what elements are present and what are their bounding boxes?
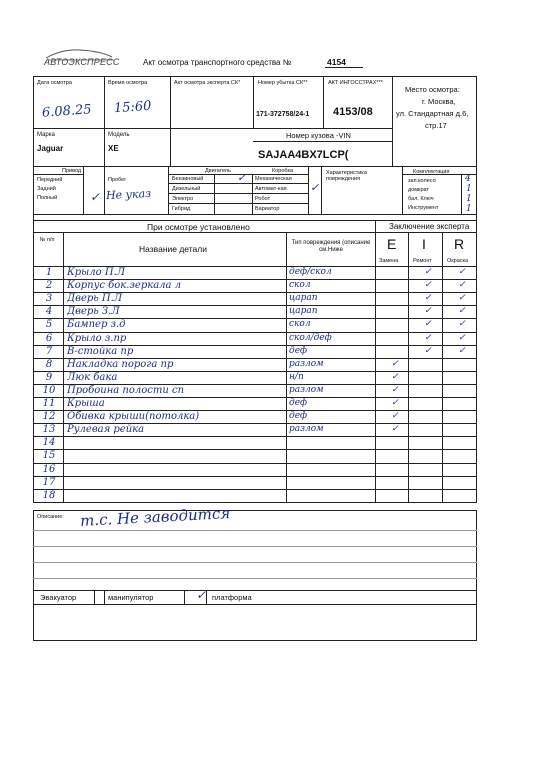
replace-mark — [383, 476, 407, 489]
replace-mark: ✓ — [391, 411, 399, 422]
part-name: В-стойка пр — [67, 345, 134, 357]
table-row — [33, 371, 477, 384]
part-name — [67, 449, 285, 462]
place-label: Место осмотра: — [405, 85, 460, 94]
repair-mark — [416, 358, 440, 371]
row-number: 4 — [45, 306, 53, 318]
letter-r: R — [454, 236, 465, 252]
mileage-value: Не указ — [105, 186, 152, 203]
drive-item-full: Полный — [37, 195, 58, 201]
table-row — [33, 410, 477, 423]
table-row — [33, 384, 477, 397]
paint-mark — [450, 371, 474, 384]
paint-mark: ✓ — [458, 267, 466, 277]
part-name — [67, 489, 285, 502]
repair-mark: ✓ — [424, 267, 432, 277]
part-name: Крыша — [67, 398, 105, 409]
part-name — [67, 463, 285, 476]
repair-mark — [416, 476, 440, 489]
place-line3: стр.17 — [425, 121, 447, 130]
replace-mark — [383, 318, 407, 331]
paint-mark — [450, 410, 474, 423]
repair-mark — [416, 384, 440, 397]
replace-mark — [383, 449, 407, 462]
row-number: 10 — [42, 384, 56, 396]
repair-mark — [416, 489, 440, 502]
kit-value-tools: 1 — [466, 204, 472, 214]
row-number: 14 — [42, 437, 56, 449]
letter-i: I — [422, 236, 426, 252]
damage-table — [33, 220, 477, 510]
repair-mark: ✓ — [424, 280, 432, 291]
kit-value-jack: 1 — [466, 184, 472, 194]
table-row — [33, 436, 477, 449]
part-name: Крыло П.Л — [67, 267, 126, 278]
damage-type — [289, 476, 375, 489]
conclusion-title: Заключение эксперта — [389, 222, 470, 231]
table-row — [33, 305, 477, 318]
brand-label: Марка — [37, 132, 55, 138]
paint-mark: ✓ — [458, 345, 466, 356]
row-number: 18 — [42, 489, 56, 501]
num-header: № п/п — [39, 237, 55, 243]
damage-type — [289, 463, 375, 476]
date-label: Дата осмотра — [37, 80, 72, 86]
replace-mark — [383, 279, 407, 292]
replace-mark: ✓ — [391, 371, 399, 382]
gearbox-item-cvt: Вариатор — [255, 206, 280, 212]
table-row — [33, 489, 477, 502]
name-header: Название детали — [139, 244, 207, 254]
repair-mark — [416, 423, 440, 436]
part-name: Пробоина полости сп — [67, 384, 185, 396]
row-number: 15 — [42, 450, 56, 462]
damage-type: разлом — [289, 358, 324, 369]
repair-mark — [416, 397, 440, 410]
part-name: Дверь З.Л — [67, 306, 120, 318]
paint-mark — [450, 449, 474, 462]
table-row — [33, 292, 477, 305]
engine-item-electric: Электро — [172, 196, 194, 202]
repair-mark: ✓ — [424, 319, 432, 330]
replace-mark — [383, 292, 407, 305]
replace-mark: ✓ — [391, 398, 399, 408]
row-number: 17 — [42, 476, 56, 488]
description-value: т.с. Не заводится — [79, 504, 231, 530]
damage-type: деф/скол — [289, 267, 332, 277]
gearbox-item-manual: Механическая — [255, 176, 292, 182]
model-label: Модель — [108, 132, 130, 138]
table-row — [33, 266, 477, 279]
date-value: 6.08.25 — [41, 102, 93, 121]
table-row — [33, 345, 477, 358]
kit-title: Комплектация — [413, 169, 450, 175]
loss-number-label: Номер убытка СК** — [258, 80, 308, 86]
engine-petrol-check: ✓ — [237, 171, 247, 184]
paint-mark — [450, 397, 474, 410]
table-row — [33, 358, 477, 371]
table-row — [33, 397, 477, 410]
engine-item-diesel: Дизельный — [172, 186, 201, 192]
model-value: XE — [108, 144, 119, 153]
kit-item-wrench: бал. Ключ — [408, 196, 434, 202]
table-row — [33, 476, 477, 489]
repair-mark: ✓ — [424, 293, 432, 304]
sub-header-repair: Ремонт — [413, 258, 432, 264]
type-header: Тип повреждения (описание см.Ниже — [291, 240, 371, 253]
drive-title: Привод — [62, 168, 82, 174]
repair-mark — [416, 436, 440, 449]
brand-value: Jaguar — [37, 144, 64, 153]
row-number: 16 — [42, 463, 56, 475]
info-box-top — [33, 76, 477, 77]
table-row — [33, 279, 477, 292]
paint-mark: ✓ — [458, 293, 466, 304]
row-number: 13 — [42, 424, 56, 436]
gearbox-item-robot: Робот — [255, 196, 271, 202]
repair-mark — [416, 410, 440, 423]
damage-type: разлом — [289, 384, 324, 395]
damage-type: царап — [289, 293, 318, 304]
row-number: 12 — [42, 411, 56, 423]
part-name: Бампер з.д — [67, 319, 126, 331]
paint-mark — [450, 436, 474, 449]
row-number: 3 — [45, 293, 53, 305]
platform-check: ✓ — [196, 588, 207, 602]
vin-value: SAJAA4BX7LCP( — [258, 149, 349, 161]
paint-mark: ✓ — [458, 319, 466, 330]
damage-type — [289, 449, 375, 462]
replace-mark — [383, 266, 407, 279]
damage-type — [289, 489, 375, 502]
part-name: Рулевая рейка — [67, 424, 145, 436]
damage-type: деф — [289, 411, 308, 422]
expert-act-label: Акт осмотра эксперта СК* — [174, 80, 241, 86]
found-title: При осмотре установлено — [147, 222, 250, 232]
part-name: Обивка крыши(потолка) — [67, 411, 200, 423]
drive-item-front: Передний — [37, 177, 63, 183]
row-number: 11 — [42, 398, 56, 409]
paint-mark: ✓ — [458, 332, 466, 343]
gearbox-title: Коробка — [272, 168, 294, 174]
description-label: Описание: — [37, 514, 64, 520]
gearbox-auto-check: ✓ — [310, 181, 320, 194]
repair-mark: ✓ — [424, 306, 432, 317]
evacuator-label: Эвакуатор — [40, 593, 77, 602]
repair-mark — [416, 463, 440, 476]
damage-type: разлом — [289, 424, 324, 435]
table-row — [33, 449, 477, 462]
kit-value-spare-wheel: 4 — [465, 174, 471, 184]
repair-mark — [416, 449, 440, 462]
paint-mark: ✓ — [458, 280, 466, 291]
damage-type: скол — [289, 319, 311, 330]
repair-mark: ✓ — [424, 345, 432, 356]
replace-mark — [383, 345, 407, 358]
part-name — [67, 476, 285, 489]
row-number: 5 — [45, 319, 53, 331]
place-line2: ул. Стандартная д.6, — [396, 109, 469, 118]
damage-type: царап — [289, 306, 318, 317]
part-name: Корпус бок.зеркала л — [67, 280, 182, 292]
damage-type: н/п — [289, 371, 304, 382]
table-row — [33, 463, 477, 476]
mileage-label: Пробег — [108, 177, 127, 183]
kit-item-spare-wheel: зап.колесо — [408, 178, 436, 184]
kit-item-jack: домкрат — [408, 187, 429, 193]
replace-mark — [383, 489, 407, 502]
damage-type: скол — [289, 280, 311, 291]
loss-number-value: 171-372758/24-1 — [256, 111, 310, 118]
drive-full-check: ✓ — [90, 190, 101, 204]
time-label: Время осмотра — [108, 80, 148, 86]
manipulator-label: манипулятор — [108, 593, 154, 602]
time-value: 15:60 — [113, 98, 152, 117]
sub-header-paint: Окраска — [447, 258, 469, 264]
part-name — [67, 436, 285, 449]
replace-mark — [383, 332, 407, 345]
paint-mark — [450, 476, 474, 489]
kit-value-wrench: 1 — [466, 194, 472, 204]
replace-mark — [383, 436, 407, 449]
company-logo — [40, 46, 120, 70]
paint-mark — [450, 423, 474, 436]
part-name: Люк бака — [67, 371, 118, 383]
paint-mark — [450, 463, 474, 476]
kit-item-tools: Инструмент — [408, 205, 439, 211]
row-number: 9 — [45, 371, 53, 383]
damage-type: деф — [289, 398, 308, 408]
row-number: 2 — [45, 280, 53, 292]
damage-type: деф — [289, 345, 308, 356]
ingos-act-value: 4153/08 — [333, 106, 373, 118]
sub-header-replace: Замена — [379, 258, 399, 264]
part-name: Накладка порога пр — [67, 358, 174, 370]
replace-mark — [383, 305, 407, 318]
row-number: 6 — [45, 332, 53, 344]
paint-mark — [450, 489, 474, 502]
letter-e: E — [387, 236, 397, 252]
row-number: 8 — [45, 358, 53, 370]
act-number: 4154 — [327, 57, 346, 67]
table-row — [33, 423, 477, 436]
platform-label: платформа — [212, 593, 252, 602]
repair-mark: ✓ — [424, 332, 432, 343]
gearbox-item-auto: Автомат-кая — [255, 186, 287, 192]
row-number: 1 — [45, 267, 53, 278]
replace-mark — [383, 463, 407, 476]
part-name: Дверь П.Л — [67, 293, 123, 305]
drive-item-rear: Задний — [37, 186, 56, 192]
repair-mark — [416, 371, 440, 384]
engine-title: Двигатель — [205, 168, 231, 174]
damage-type: скол/деф — [289, 332, 332, 343]
engine-item-petrol: Бензиновый — [172, 176, 204, 182]
vin-label: Номер кузова -VIN — [286, 131, 351, 140]
paint-mark — [450, 358, 474, 371]
place-line1: г. Москва, — [422, 97, 456, 106]
replace-mark: ✓ — [391, 358, 399, 369]
ingos-act-label: АКТ ИНГОССТРАХ*** — [328, 80, 383, 86]
table-row — [33, 318, 477, 331]
part-name: Крыло з.пр — [67, 332, 127, 344]
logo-text: АВТОЭКСПРЕСС — [44, 57, 120, 67]
row-number: 7 — [45, 345, 53, 357]
damage-type — [289, 436, 375, 449]
replace-mark: ✓ — [391, 424, 399, 435]
damage-characteristic-label: Характеристика повреждения — [326, 170, 367, 182]
engine-item-hybrid: Гибрид — [172, 206, 191, 212]
paint-mark — [450, 384, 474, 397]
paint-mark: ✓ — [458, 306, 466, 317]
act-title: Акт осмотра транспортного средства № — [143, 58, 292, 67]
replace-mark: ✓ — [391, 384, 399, 395]
table-row — [33, 332, 477, 345]
